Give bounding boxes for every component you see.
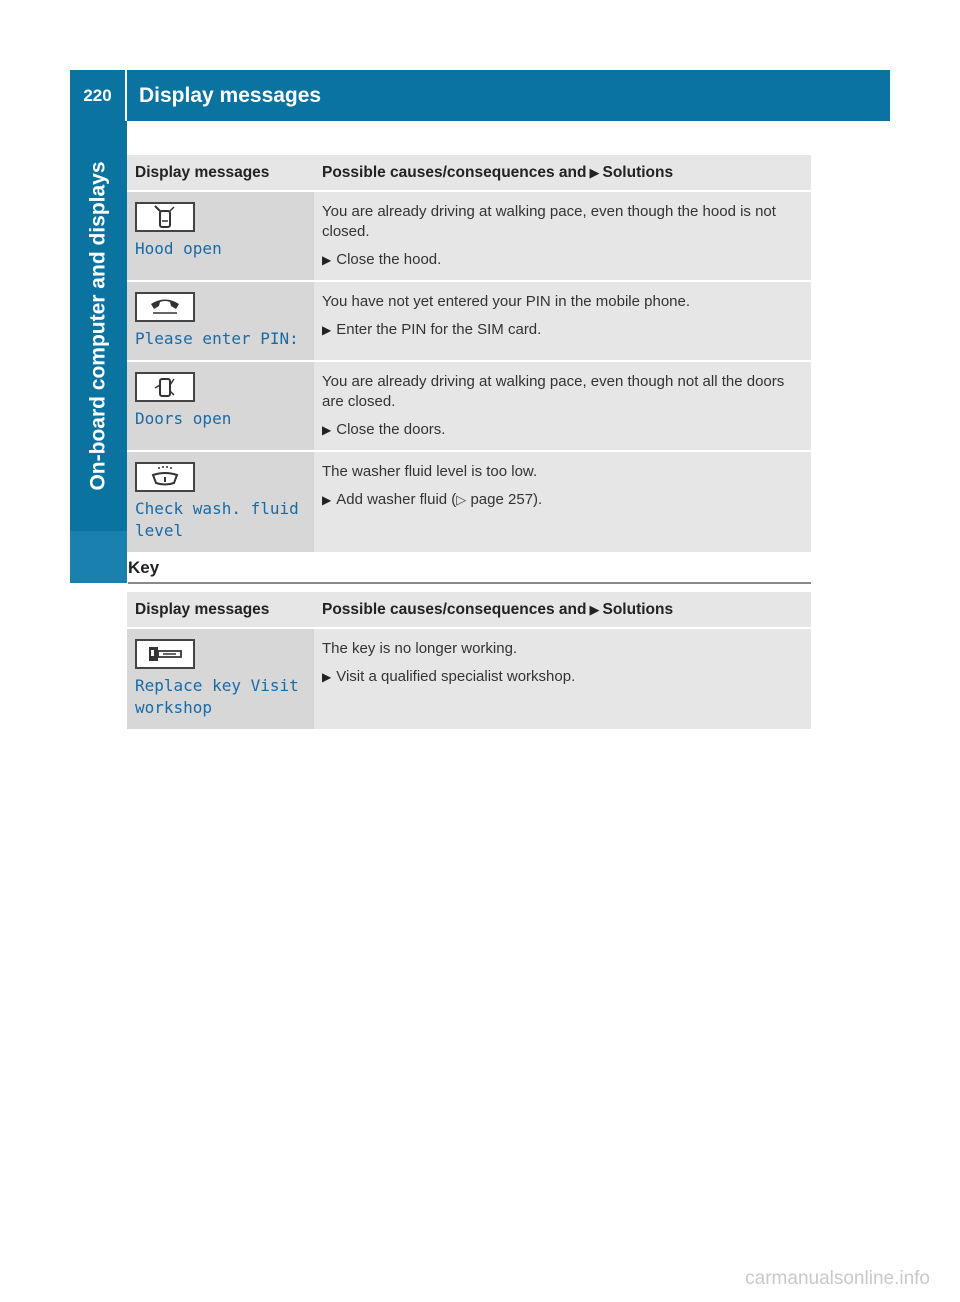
cause-text: You are already driving at walking pace, even though the hood is not closed. (322, 203, 776, 240)
display-message-text: Replace key Visit workshop (135, 676, 299, 717)
step-arrow-icon: ▶ (322, 253, 332, 267)
hood-open-icon (135, 202, 195, 232)
key-messages-table (127, 592, 811, 729)
table-row (127, 628, 811, 729)
column-header-solutions: Possible causes/consequences and ▶ Solutions (314, 155, 811, 191)
step-arrow-icon: ▶ (322, 493, 332, 507)
table-row (127, 281, 811, 361)
column-header-solutions: Possible causes/consequences and ▶ Solutions (314, 592, 811, 628)
step-arrow-icon: ▶ (322, 670, 332, 684)
display-message-text: Hood open (135, 239, 222, 258)
cause-text: The washer fluid level is too low. (322, 463, 538, 480)
section-heading-key: Key (128, 558, 811, 584)
cause-text: You are already driving at walking pace, even though not all the doors are closed. (322, 373, 785, 410)
solution-text: ▶ Enter the PIN for the SIM card. (322, 321, 542, 338)
display-message-text: Check wash. fluid level (135, 499, 299, 540)
key-icon (135, 639, 195, 669)
page-title: Display messages (139, 83, 322, 107)
page-reference-link[interactable]: page 257 (470, 491, 534, 508)
sidebar-marker (70, 531, 127, 583)
page-number: 220 (70, 70, 127, 121)
solution-text: ▶ Close the doors. (322, 421, 446, 438)
page-reference-icon: ▷ (456, 492, 467, 507)
solution-text: ▶ Close the hood. (322, 251, 442, 268)
cause-text: The key is no longer working. (322, 640, 518, 657)
washer-fluid-icon (135, 462, 195, 492)
table-row (127, 361, 811, 451)
sidebar-section-title: On-board computer and displays (86, 161, 110, 491)
display-message-text: Please enter PIN: (135, 329, 299, 348)
solution-text: ▶ Visit a qualified specialist workshop. (322, 668, 576, 685)
doors-open-icon (135, 372, 195, 402)
solution-arrow-icon: ▶ (589, 164, 600, 180)
table-header-row (127, 155, 811, 191)
step-arrow-icon: ▶ (322, 423, 332, 437)
solution-text: ▶ Add washer fluid (▷ page 257). (322, 491, 543, 508)
display-messages-table (127, 155, 811, 552)
step-arrow-icon: ▶ (322, 323, 332, 337)
table-row (127, 191, 811, 281)
page-header (70, 70, 890, 121)
cause-text: You have not yet entered your PIN in the mobile phone. (322, 293, 691, 310)
phone-icon (135, 292, 195, 322)
solution-arrow-icon: ▶ (589, 601, 600, 617)
table-header-row (127, 592, 811, 628)
column-header-messages: Display messages (127, 155, 314, 191)
display-message-text: Doors open (135, 409, 232, 428)
watermark-text: carmanualsonline.info (745, 1268, 930, 1289)
table-row (127, 451, 811, 552)
column-header-messages: Display messages (127, 592, 314, 628)
